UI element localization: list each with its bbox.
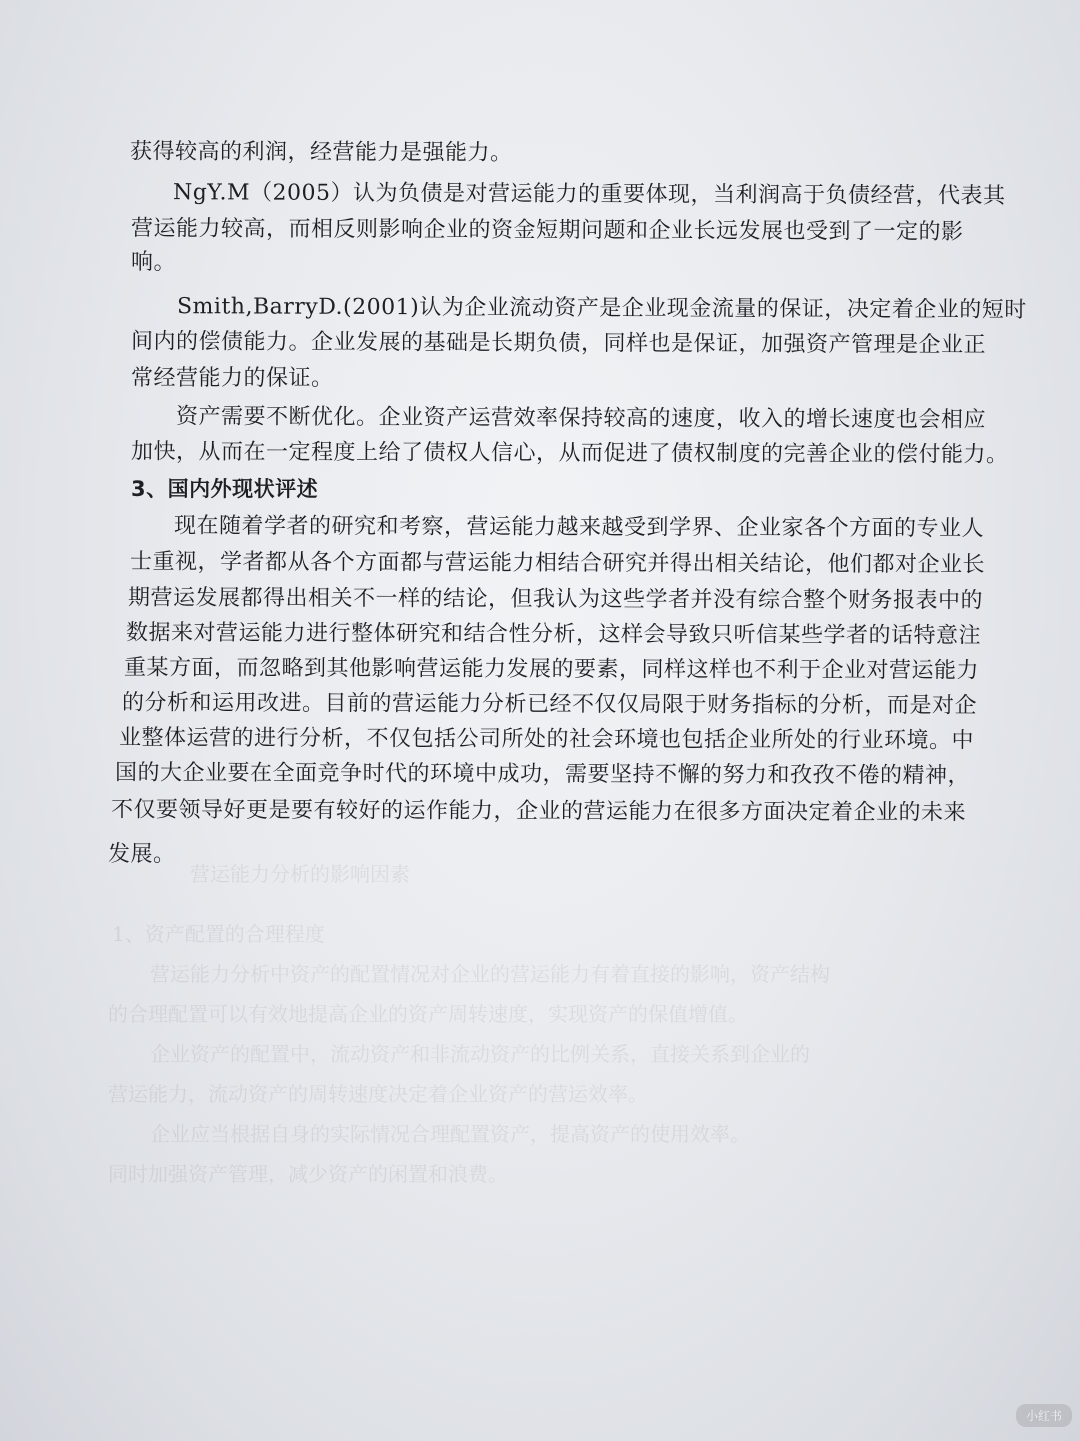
paragraph-line: 国的大企业要在全面竞争时代的环境中成功，需要坚持不懈的努力和孜孜不倦的精神， bbox=[114, 760, 971, 789]
paragraph-line: 期营运发展都得出相关不一样的结论，但我认为这些学者并没有综合整个财务报表中的 bbox=[127, 585, 984, 614]
bleed-line: 企业资产的配置中，流动资产和非流动资产的比例关系，直接关系到企业的 bbox=[150, 1042, 810, 1066]
bleed-line: 营运能力分析中资产的配置情况对企业的营运能力有着直接的影响，资产结构 bbox=[150, 962, 830, 986]
paragraph-line: 业整体运营的进行分析，不仅包括公司所处的社会环境也包括企业所处的行业环境。中 bbox=[118, 725, 975, 754]
paragraph-line: 常经营能力的保证。 bbox=[131, 366, 334, 391]
paragraph-line: 间内的偿债能力。企业发展的基础是长期负债，同样也是保证，加强资产管理是企业正 bbox=[130, 329, 987, 358]
paragraph-line: 响。 bbox=[131, 250, 177, 275]
bleed-line: 同时加强资产管理，减少资产的闲置和浪费。 bbox=[108, 1162, 508, 1186]
bleed-line: 的合理配置可以有效地提高企业的资产周转速度，实现资产的保值增值。 bbox=[108, 1002, 748, 1026]
bleed-line: 营运能力分析的影响因素 bbox=[190, 862, 410, 886]
paragraph-line: 不仅要领导好更是要有较好的运作能力，企业的营运能力在很多方面决定着企业的未来 bbox=[110, 797, 967, 826]
paragraph-line: 数据来对营运能力进行整体研究和结合性分析，这样会导致只听信某些学者的话特意注 bbox=[125, 620, 982, 649]
paragraph-line: 现在随着学者的研究和考察，营运能力越来越受到学界、企业家各个方面的专业人 bbox=[173, 513, 985, 542]
platform-watermark: 小红书 bbox=[1016, 1404, 1072, 1427]
paragraph-line: 获得较高的利润，经营能力是强能力。 bbox=[129, 139, 513, 166]
bleed-line: 企业应当根据自身的实际情况合理配置资产，提高资产的使用效率。 bbox=[150, 1122, 750, 1146]
paragraph-line: 重某方面，而忽略到其他影响营运能力发展的要素，同样这样也不利于企业对营运能力 bbox=[123, 655, 980, 684]
paragraph-line: 加快，从而在一定程度上给了债权人信心，从而促进了债权制度的完善企业的偿付能力。 bbox=[130, 439, 1009, 468]
paragraph-line: 的分析和运用改进。目前的营运能力分析已经不仅仅局限于财务指标的分析，而是对企 bbox=[121, 690, 978, 719]
paragraph-line: 士重视，学者都从各个方面都与营运能力相结合研究并得出相关结论，他们都对企业长 bbox=[129, 549, 986, 578]
section-heading: 3、国内外现状评述 bbox=[131, 477, 319, 501]
paragraph-line: 资产需要不断优化。企业资产运营效率保持较高的速度，收入的增长速度也会相应 bbox=[175, 404, 987, 433]
paragraph-line: Smith,BarryD.(2001)认为企业流动资产是企业现金流量的保证，决定着企业的短时 bbox=[176, 294, 1027, 323]
paragraph-line: 发展。 bbox=[108, 842, 176, 867]
paragraph-line: 营运能力较高，而相反则影响企业的资金短期问题和企业长远发展也受到了一定的影 bbox=[130, 216, 964, 245]
bleed-line: 1、资产配置的合理程度 bbox=[112, 922, 325, 946]
paragraph-line: NgY.M（2005）认为负债是对营运能力的重要体现，当利润高于负债经营，代表其 bbox=[172, 180, 1006, 209]
bleed-line: 营运能力，流动资产的周转速度决定着企业资产的营运效率。 bbox=[108, 1082, 648, 1106]
